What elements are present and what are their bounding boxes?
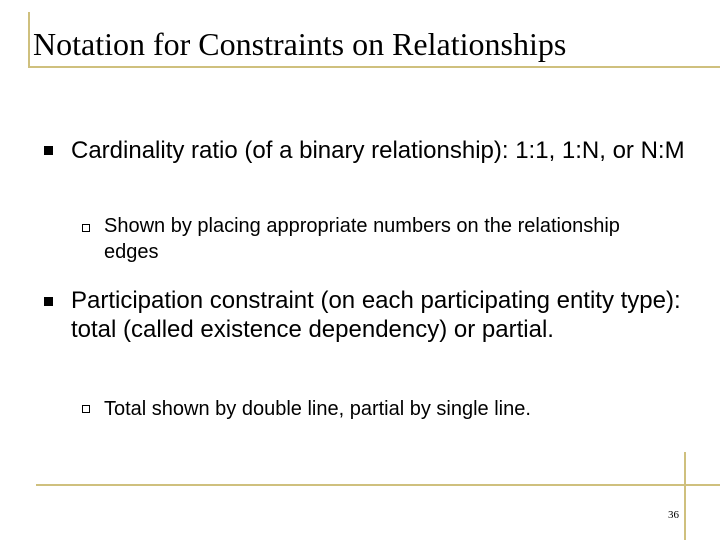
page-number: 36 xyxy=(668,509,679,521)
bullet-square-icon xyxy=(44,146,53,155)
bullet-text: Cardinality ratio (of a binary relationship): 1:1, 1:N, or N:M xyxy=(71,137,685,164)
title-divider-horizontal xyxy=(28,66,720,68)
sub-bullet-text: Total shown by double line, partial by single line. xyxy=(104,398,531,420)
bullet-text: Participation constraint (on each participating entity type): total (called existence dependency) or partial. xyxy=(71,287,681,343)
sub-bullet-text: Shown by placing appropriate numbers on the relationship edges xyxy=(104,215,620,263)
title-divider-vertical xyxy=(28,12,30,66)
slide-title: Notation for Constraints on Relationships xyxy=(33,26,567,62)
sub-bullet-box-icon xyxy=(82,405,90,413)
footer-divider-vertical xyxy=(684,452,686,540)
bullet-square-icon xyxy=(44,297,53,306)
footer-divider-horizontal xyxy=(36,484,720,486)
sub-bullet-box-icon xyxy=(82,224,90,232)
